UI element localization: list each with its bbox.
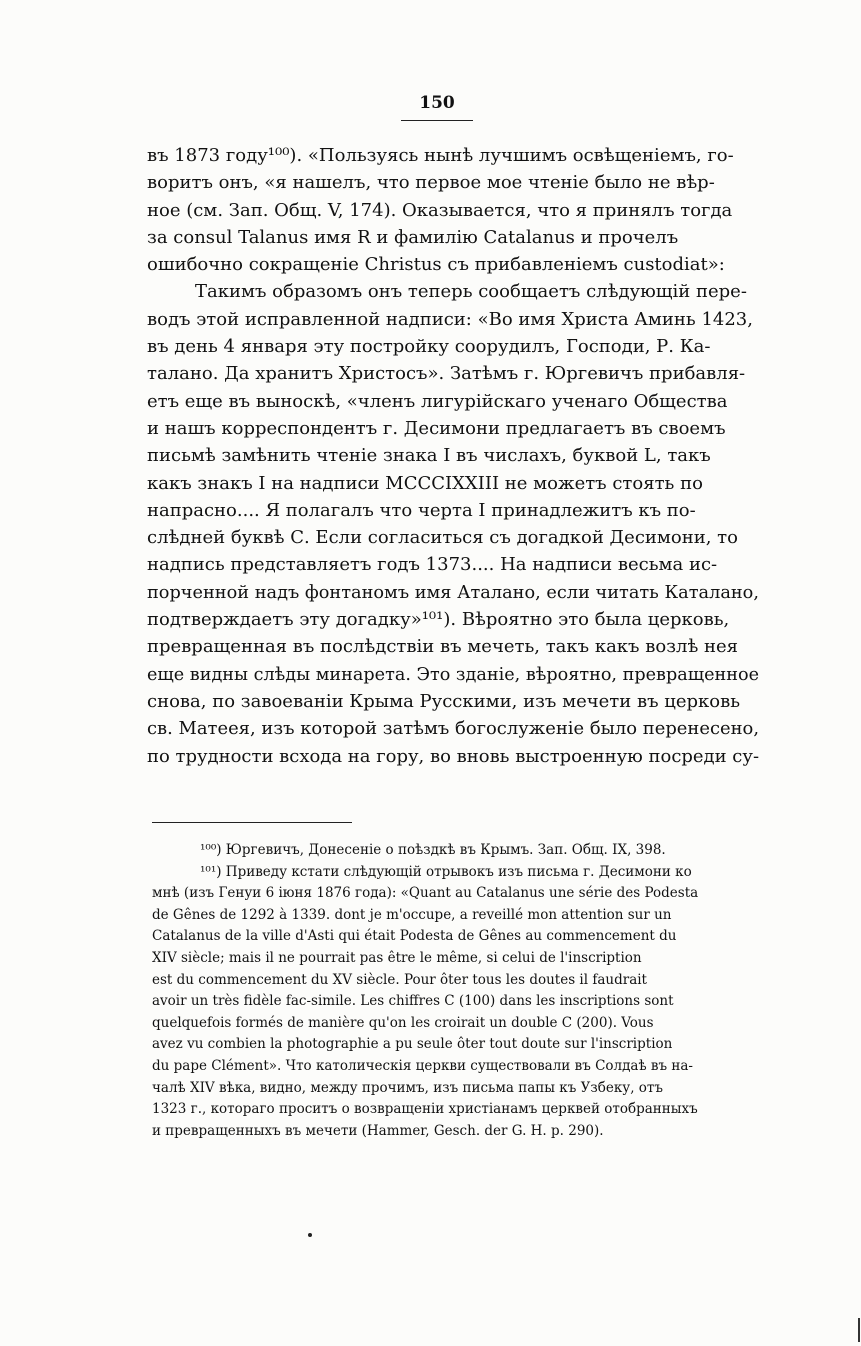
footnote-line: avoir un très fidèle fac-simile. Les chiffres C (100) dans les inscriptions sont: [152, 993, 674, 1010]
footnote-line: 1323 г., котораго проситъ о возвращеніи христіанамъ церквей отобранныхъ: [152, 1101, 698, 1118]
footnotes: [152, 840, 762, 1142]
footnote-line: du pape Clément». Что католическія церкви существовали въ Солдаѣ въ на-: [152, 1057, 693, 1074]
page-number: 150: [419, 93, 455, 113]
footnote-line: Catalanus de la ville d'Asti qui était Podesta de Gênes au commencement du: [152, 928, 677, 945]
footnote-line: quelquefois formés de manière qu'on les croirait un double C (200). Vous: [152, 1014, 654, 1031]
body-line: надпись представляетъ годъ 1373.... На надписи весьма ис-: [147, 554, 718, 576]
body-line: письмѣ замѣнить чтеніе знака I въ числахъ, буквой L, такъ: [147, 445, 711, 467]
footnote-line: чалѣ XIV вѣка, видно, между прочимъ, изъ письма папы къ Узбеку, отъ: [152, 1079, 663, 1096]
footnote-line: ¹⁰⁰) Юргевичъ, Донесеніе о поѣздкѣ въ Крымъ. Зап. Общ. IX, 398.: [200, 842, 666, 858]
body-line: порченной надъ фонтаномъ имя Аталано, если читать Каталано,: [147, 581, 759, 603]
body-line: въ день 4 января эту постройку соорудилъ, Господи, Р. Ка-: [147, 336, 711, 358]
body-line: превращенная въ послѣдствіи въ мечеть, такъ какъ возлѣ нея: [147, 636, 739, 658]
body-text: [147, 142, 759, 770]
footnote-line: avez vu combien la photographie a pu seule ôter tout doute sur l'inscription: [152, 1036, 673, 1053]
footnote-line: и превращенныхъ въ мечети (Hammer, Gesch. der G. H. p. 290).: [152, 1122, 604, 1139]
footnote-line: ¹⁰¹) Приведу кстати слѣдующій отрывокъ изъ письма г. Десимони ко: [200, 863, 692, 880]
print-dot: [308, 1233, 312, 1237]
body-line: слѣдней буквѣ С. Если согласиться съ догадкой Десимони, то: [147, 527, 738, 549]
body-line: Такимъ образомъ онъ теперь сообщаетъ слѣдующій пере-: [195, 281, 747, 303]
body-line: за consul Talanus имя R и фамилію Catalanus и прочелъ: [147, 226, 679, 248]
body-line: водъ этой исправленной надписи: «Во имя Христа Аминь 1423,: [147, 308, 753, 330]
body-line: еще видны слѣды минарета. Это зданіе, вѣроятно, превращенное: [147, 663, 760, 685]
body-line: етъ еще въ выноскѣ, «членъ лигурійскаго ученаго Общества: [147, 390, 728, 412]
body-line: воритъ онъ, «я нашелъ, что первое мое чтеніе было не вѣр-: [147, 172, 715, 194]
footnote-line: de Gênes de 1292 à 1339. dont je m'occupe, a reveillé mon attention sur un: [152, 906, 672, 923]
footnote-line: est du commencement du XV siècle. Pour ôter tous les doutes il faudrait: [152, 971, 647, 988]
footnote-rule: [152, 822, 352, 823]
body-line: и нашъ корреспондентъ г. Десимони предлагаетъ въ своемъ: [147, 417, 726, 439]
body-line: ошибочно сокращеніе Christus съ прибавленіемъ custodiat»:: [147, 254, 725, 276]
body-line: ное (см. Зап. Общ. V, 174). Оказывается, что я принялъ тогда: [147, 199, 733, 221]
body-line: снова, по завоеваніи Крыма Русскими, изъ мечети въ церковь: [147, 690, 741, 712]
body-line: какъ знакъ I на надписи MCCCIXXIII не можетъ стоять по: [147, 472, 703, 494]
body-line: св. Матеея, изъ которой затѣмъ богослуженіе было перенесено,: [147, 718, 760, 740]
header-rule: [401, 120, 473, 121]
scan-edge-mark: [858, 1318, 860, 1342]
body-line: талано. Да хранитъ Христосъ». Затѣмъ г. Юргевичъ прибавля-: [147, 363, 746, 385]
body-line: подтверждаетъ эту догадку»¹⁰¹). Вѣроятно это была церковь,: [147, 609, 730, 631]
body-line: въ 1873 году¹⁰⁰). «Пользуясь нынѣ лучшимъ освѣщеніемъ, го-: [147, 145, 734, 166]
body-line: по трудности всхода на гору, во вновь выстроенную посреди су-: [147, 745, 760, 767]
footnote-line: XIV siècle; mais il ne pourrait pas être le même, si celui de l'inscription: [152, 949, 642, 966]
footnote-line: мнѣ (изъ Генуи 6 іюня 1876 года): «Quant au Catalanus une série des Podesta: [152, 885, 699, 902]
body-line: напрасно.... Я полагалъ что черта I принадлежитъ къ по-: [147, 499, 696, 521]
